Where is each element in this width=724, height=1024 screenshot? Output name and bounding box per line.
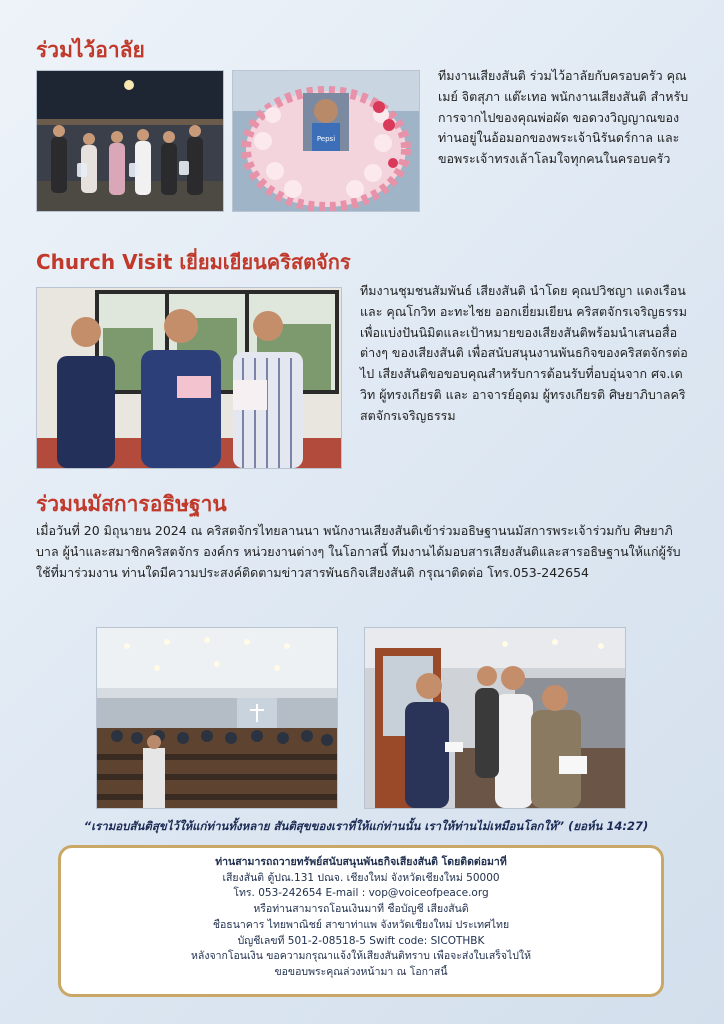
donation-bank: ชื่อธนาคาร ไทยพาณิชย์ สาขาท่าแพ จังหวัดเชียงใหม่ ประเทศไทย xyxy=(212,918,510,931)
donation-title: ท่านสามารถถวายทรัพย์สนับสนุนพันธกิจเสียงสันติ โดยติดต่อมาที่ xyxy=(215,856,507,868)
church-visit-text: ทีมงานชุมชนสัมพันธ์ เสียงสันติ นำโดย คุณปวิชญา แดงเรือน และ คุณโกวิท อะทะไชย ออกเยี่ยมเยียน คริสตจักรเจริญธรรม เพื่อแบ่งปันนิมิตและเป้าหมายของเสียงสันติพร้อมนำเสนอสื่อต่างๆ ของเสียงสันติ เพื่อสนับสนุนงานพันธกิจของคริสตจักรต่อไป เสียงสันติขอขอบคุณสำหรับการต้อนรับที่อบอุ่นจาก ศจ.เดวิท ผู้ทรงเกียรติ และ อาจารย์อุดม ผู้ทรงเกียรติ ศิษยาภิบาลคริสตจักรเจริญธรรม xyxy=(360,283,688,423)
wreath-shirt-label: Pepsi xyxy=(316,135,336,143)
worship-text: เมื่อวันที่ 20 มิถุนายน 2024 ณ คริสตจักรไทยลานนา พนักงานเสียงสันติเข้าร่วมอธิษฐานนมัสการพระเจ้าร่วมกับ ศิษยาภิบาล ผู้นำและสมาชิกคริสตจักร องค์กร หน่วยงานต่างๆ ในโอกาสนี้ ทีมงานได้มอบสารเสียงสันติและสารอธิษฐานให้แก่ผู้รับใช้ที่มาร่วมงาน ท่านใดมีความประสงค์ติดตามข่าวสารพันธกิจเสียงสันติ กรุณาติดต่อ โทร.053-242654 xyxy=(36,523,681,580)
donation-info-box xyxy=(58,845,664,997)
photo-condolence-wreath xyxy=(232,70,420,212)
photo-worship-handshake xyxy=(364,627,626,809)
photo-worship-hall xyxy=(96,627,338,809)
condolence-text: ทีมงานเสียงสันติ ร่วมไว้อาลัยกับครอบครัว คุณเมย์ จิตสุภา แต๊ะเทอ พนักงานเสียงสันติ สำหรับการจากไปของคุณพ่อผัด ขอดวงวิญญาณของท่านอยู่ในอ้อมอกของพระเจ้านิรันดร์กาล และขอพระเจ้าทรงเล้าโลมใจทุกคนในครอบครัว xyxy=(438,68,689,167)
section-heading-condolence: ร่วมไว้อาลัย xyxy=(36,38,145,62)
section-heading-worship: ร่วมนมัสการอธิษฐาน xyxy=(36,492,227,516)
photo-condolence-group xyxy=(36,70,224,212)
bible-quote: “เรามอบสันติสุขไว้ให้แก่ท่านทั้งหลาย สันติสุขของเราที่ให้แก่ท่านนั้น เราให้ท่านไม่เหมือนโลกให้” (ยอห์น 14:27) xyxy=(83,819,649,833)
photo-church-visit xyxy=(36,287,342,469)
donation-account: บัญชีเลขที่ 501-2-08518-5 Swift code: SICOTHBK xyxy=(237,934,485,947)
donation-note: หลังจากโอนเงิน ขอความกรุณาแจ้งให้เสียงสันติทราบ เพื่อจะส่งใบเสร็จไปให้ xyxy=(190,950,532,963)
donation-address: เสียงสันติ ตู้ปณ.131 ปณจ. เชียงใหม่ จังหวัดเชียงใหม่ 50000 xyxy=(222,871,500,884)
section-heading-church-visit: Church Visit เยี่ยมเยียนคริสตจักร xyxy=(36,250,351,274)
donation-transfer: หรือท่านสามารถโอนเงินมาที่ ชื่อบัญชี เสียงสันติ xyxy=(253,903,469,916)
donation-thanks: ขอขอบพระคุณล่วงหน้ามา ณ โอกาสนี้ xyxy=(274,965,448,978)
donation-contact: โทร. 053-242654 E-mail : vop@voiceofpeace.org xyxy=(233,887,489,900)
